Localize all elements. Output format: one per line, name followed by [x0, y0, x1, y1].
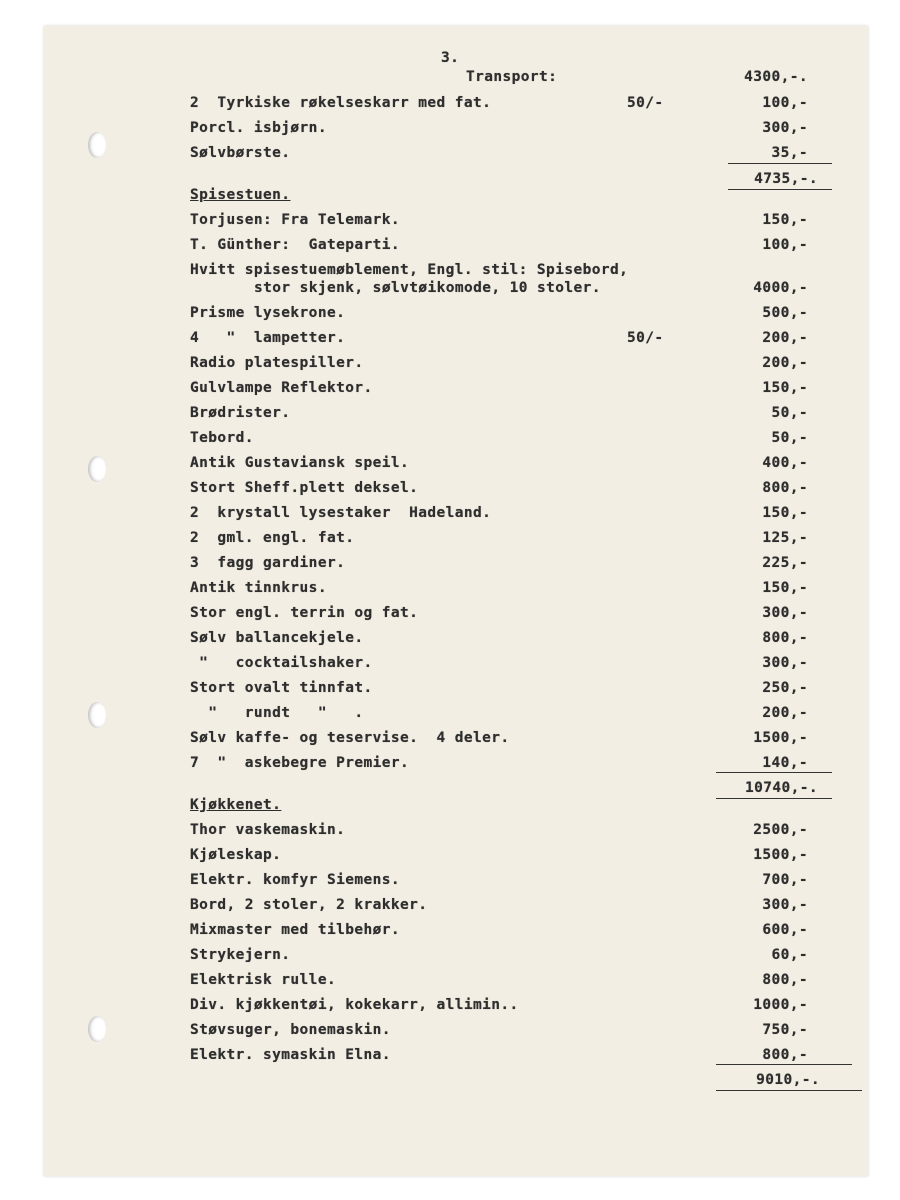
item-amount: 800,-: [762, 1047, 808, 1063]
item-amount: 4000,-: [753, 280, 808, 296]
list-item: Bord, 2 stoler, 2 krakker.: [190, 897, 428, 913]
item-amount: 800,-: [762, 972, 808, 988]
sum-rule: [716, 798, 832, 799]
list-item: Gulvlampe Reflektor.: [190, 380, 373, 396]
section-heading-spisestuen: Spisestuen.: [190, 187, 291, 203]
punch-hole: [88, 1016, 106, 1042]
list-item: Porcl. isbjørn.: [190, 120, 327, 136]
list-item: " cocktailshaker.: [190, 655, 373, 671]
list-item: Elektr. komfyr Siemens.: [190, 872, 400, 888]
item-amount: 100,-: [762, 237, 808, 253]
item-amount: 500,-: [762, 305, 808, 321]
list-item: Mixmaster med tilbehør.: [190, 922, 400, 938]
item-amount: 100,-: [762, 95, 808, 111]
item-amount: 50,-: [771, 405, 808, 421]
sum-rule: [716, 1090, 862, 1091]
list-item: Støvsuger, bonemaskin.: [190, 1022, 391, 1038]
item-amount: 800,-: [762, 480, 808, 496]
item-amount: 150,-: [762, 212, 808, 228]
list-item: Div. kjøkkentøi, kokekarr, allimin..: [190, 997, 519, 1013]
subtotal-amount: 4735,-.: [754, 171, 818, 187]
item-amount: 300,-: [762, 120, 808, 136]
item-amount: 150,-: [762, 580, 808, 596]
item-amount: 200,-: [762, 355, 808, 371]
item-amount: 35,-: [771, 145, 808, 161]
list-item: Antik Gustaviansk speil.: [190, 455, 410, 471]
item-amount: 250,-: [762, 680, 808, 696]
item-amount: 200,-: [762, 330, 808, 346]
item-amount: 300,-: [762, 605, 808, 621]
list-item: 2 krystall lysestaker Hadeland.: [190, 505, 492, 521]
list-item: Kjøleskap.: [190, 847, 282, 863]
list-item: 4 " lampetter.: [190, 330, 346, 346]
item-amount: 600,-: [762, 922, 808, 938]
item-amount: 150,-: [762, 505, 808, 521]
transport-amount: 4300,-.: [744, 69, 808, 85]
list-item: Brødrister.: [190, 405, 291, 421]
list-item: Torjusen: Fra Telemark.: [190, 212, 400, 228]
list-item: Elektr. symaskin Elna.: [190, 1047, 391, 1063]
list-item: Tebord.: [190, 430, 254, 446]
sum-rule: [728, 163, 832, 164]
item-amount: 800,-: [762, 630, 808, 646]
list-item: " rundt " .: [190, 705, 364, 721]
punch-hole: [88, 456, 106, 482]
subtotal-amount: 9010,-.: [756, 1072, 820, 1088]
section-heading-kjokkenet: Kjøkkenet.: [190, 797, 282, 813]
list-item: 7 " askebegre Premier.: [190, 755, 410, 771]
item-amount: 225,-: [762, 555, 808, 571]
list-item-continued: stor skjenk, sølvtøikomode, 10 stoler.: [254, 280, 601, 296]
unit-price-note: 50/-: [627, 95, 664, 111]
item-amount: 1500,-: [753, 847, 808, 863]
list-item: Strykejern.: [190, 947, 291, 963]
item-amount: 125,-: [762, 530, 808, 546]
list-item: 2 gml. engl. fat.: [190, 530, 355, 546]
list-item: 3 fagg gardiner.: [190, 555, 346, 571]
list-item: Stort ovalt tinnfat.: [190, 680, 373, 696]
item-amount: 1500,-: [753, 730, 808, 746]
list-item: Prisme lysekrone.: [190, 305, 346, 321]
item-amount: 300,-: [762, 897, 808, 913]
item-amount: 60,-: [771, 947, 808, 963]
list-item: 2 Tyrkiske røkelseskarr med fat.: [190, 95, 492, 111]
list-item: Sølv ballancekjele.: [190, 630, 364, 646]
item-amount: 200,-: [762, 705, 808, 721]
page-number: 3.: [441, 50, 460, 66]
subtotal-amount: 10740,-.: [744, 780, 818, 796]
item-amount: 50,-: [771, 430, 808, 446]
punch-hole: [88, 702, 106, 728]
sum-rule: [716, 772, 832, 773]
list-item: Thor vaskemaskin.: [190, 822, 346, 838]
item-amount: 700,-: [762, 872, 808, 888]
item-amount: 750,-: [762, 1022, 808, 1038]
list-item: Radio platespiller.: [190, 355, 364, 371]
list-item: Hvitt spisestuemøblement, Engl. stil: Spisebord,: [190, 262, 629, 278]
item-amount: 400,-: [762, 455, 808, 471]
item-amount: 1000,-: [753, 997, 808, 1013]
item-amount: 2500,-: [753, 822, 808, 838]
punch-hole: [88, 132, 106, 158]
transport-label: Transport:: [466, 69, 558, 85]
list-item: Antik tinnkrus.: [190, 580, 327, 596]
list-item: Stort Sheff.plett deksel.: [190, 480, 419, 496]
list-item: T. Günther: Gateparti.: [190, 237, 400, 253]
item-amount: 140,-: [762, 755, 808, 771]
sum-rule: [728, 189, 832, 190]
item-amount: 150,-: [762, 380, 808, 396]
list-item: Sølv kaffe- og teservise. 4 deler.: [190, 730, 510, 746]
list-item: Stor engl. terrin og fat.: [190, 605, 419, 621]
list-item: Elektrisk rulle.: [190, 972, 337, 988]
list-item: Sølvbørste.: [190, 145, 291, 161]
item-amount: 300,-: [762, 655, 808, 671]
unit-price-note: 50/-: [627, 330, 664, 346]
sum-rule: [716, 1064, 852, 1065]
